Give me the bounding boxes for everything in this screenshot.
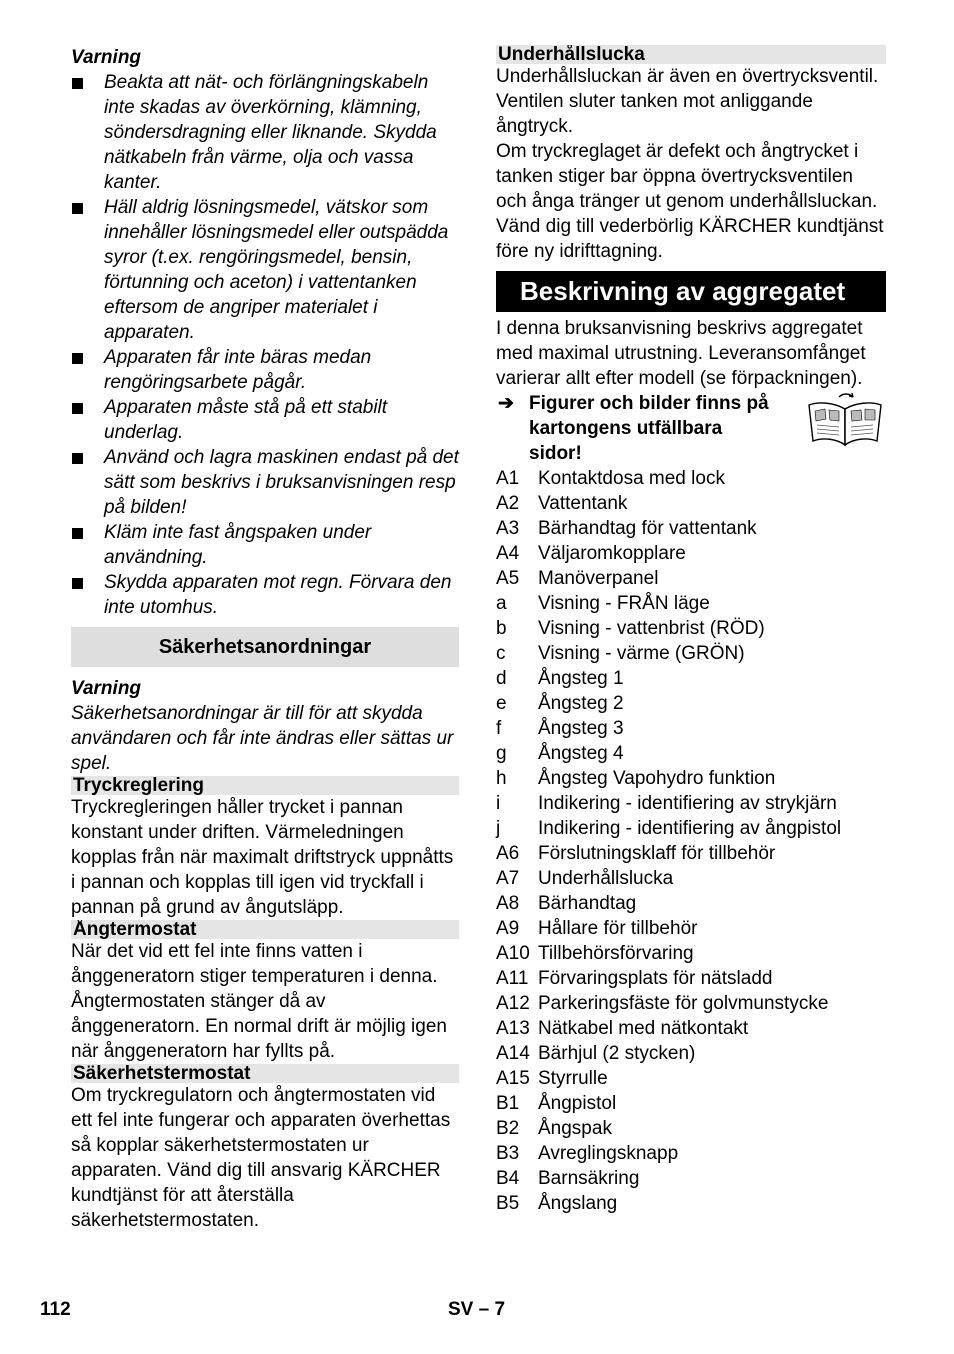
list-item: B1 Ångpistol: [496, 1093, 617, 1114]
list-item: Beakta att nät- och förlängningskabeln inte skadas av överkörning, klämning, söndersdragning eller liknande. Skydda nätkabeln från värme, olja och vassa kanter.: [71, 70, 459, 195]
list-item: i Indikering - identifiering av strykjärn: [496, 793, 837, 814]
warning-title: Varning: [71, 678, 142, 699]
subheading-safety-thermostat: Säkerhetstermostat: [71, 1064, 459, 1083]
square-bullet-icon: [72, 78, 83, 89]
square-bullet-icon: [72, 203, 83, 214]
subheading-pressure-regulation: Tryckreglering: [71, 776, 459, 795]
list-item: A12 Parkeringsfäste för golvmunstycke: [496, 993, 829, 1014]
list-item: A8 Bärhandtag: [496, 893, 637, 914]
list-item: A6 Förslutningsklaff för tillbehör: [496, 843, 776, 864]
square-bullet-icon: [72, 403, 83, 414]
list-item: Skydda apparaten mot regn. Förvara den inte utomhus.: [71, 570, 459, 620]
list-item: Kläm inte fast ångspaken under användning.: [71, 520, 459, 570]
list-item: b Visning - vattenbrist (RÖD): [496, 618, 765, 639]
note-text: Figurer och bilder finns på kartongens utfällbara sidor!: [529, 393, 769, 464]
list-item: A15 Styrrulle: [496, 1068, 608, 1089]
list-item: g Ångsteg 4: [496, 743, 624, 764]
arrow-right-icon: ➔: [498, 393, 514, 414]
intro-paragraph: I denna bruksanvisning beskrivs aggregatet med maximal utrustning. Leveransomfånget varierar allt efter modell (se förpackningen).: [496, 318, 866, 389]
section-page-label: SV – 7: [448, 1299, 506, 1320]
square-bullet-icon: [72, 453, 83, 464]
list-item: j Indikering - identifiering av ångpistol: [496, 818, 842, 839]
warning-title: Varning: [71, 47, 142, 68]
list-item: A4 Väljaromkopplare: [496, 543, 686, 564]
list-item: A9 Hållare för tillbehör: [496, 918, 698, 939]
list-item: h Ångsteg Vapohydro funktion: [496, 768, 776, 789]
paragraph: Underhållsluckan är även en övertrycksventil. Ventilen sluter tanken mot anliggande ångtryck.: [496, 66, 879, 137]
warning-list: [71, 70, 459, 620]
list-item: Apparaten får inte bäras medan rengöringsarbete pågår.: [71, 345, 459, 395]
list-item: a Visning - FRÅN läge: [496, 593, 710, 614]
parts-list: [496, 466, 886, 1216]
list-item: Apparaten måste stå på ett stabilt underlag.: [71, 395, 459, 445]
list-item: Använd och lagra maskinen endast på det sätt som beskrivs i bruksanvisningen resp på bilden!: [71, 445, 459, 520]
list-item: e Ångsteg 2: [496, 693, 624, 714]
list-item: A13 Nätkabel med nätkontakt: [496, 1018, 749, 1039]
square-bullet-icon: [72, 528, 83, 539]
list-item: A5 Manöverpanel: [496, 568, 659, 589]
right-column: [496, 45, 886, 1216]
chapter-banner: Beskrivning av aggregatet: [496, 271, 886, 312]
list-item: B3 Avreglingsknapp: [496, 1143, 679, 1164]
figure-note: [496, 391, 886, 466]
list-item: B2 Ångspak: [496, 1118, 612, 1139]
list-item: Häll aldrig lösningsmedel, vätskor som innehåller lösningsmedel eller outspädda syror (t.ex. rengöringsmedel, bensin, förtunning och aceton) i vattentanken eftersom de angriper materialet i apparaten.: [71, 195, 459, 345]
list-item: A1 Kontaktdosa med lock: [496, 468, 725, 489]
list-item: B4 Barnsäkring: [496, 1168, 640, 1189]
page-number: 112: [40, 1299, 71, 1320]
section-heading: Säkerhetsanordningar: [71, 627, 459, 667]
list-item: A3 Bärhandtag för vattentank: [496, 518, 757, 539]
subheading-steam-thermostat: Ångtermostat: [71, 920, 459, 939]
paragraph: Om tryckregulatorn och ångtermostaten vid ett fel inte fungerar och apparaten överhettas så kopplar säkerhetstermostaten ur apparaten. Vänd dig till ansvarig KÄRCHER kundtjänst för att återställa säkerhetstermostaten.: [71, 1085, 451, 1231]
list-item: A11 Förvaringsplats för nätsladd: [496, 968, 773, 989]
square-bullet-icon: [72, 578, 83, 589]
list-item: d Ångsteg 1: [496, 668, 624, 689]
list-item: B5 Ångslang: [496, 1193, 618, 1214]
paragraph: Vänd dig till vederbörlig KÄRCHER kundtjänst före ny idrifttagning.: [496, 216, 884, 262]
paragraph: Om tryckreglaget är defekt och ångtrycket i tanken stiger bar öppna övertrycksventilen och ånga tränger ut genom underhållsluckan.: [496, 141, 878, 212]
square-bullet-icon: [72, 353, 83, 364]
list-item: A10 Tillbehörsförvaring: [496, 943, 694, 964]
list-item: A7 Underhållslucka: [496, 868, 674, 889]
left-column: [71, 45, 459, 1233]
subheading-maintenance-hatch: Underhållslucka: [496, 45, 886, 64]
paragraph: När det vid ett fel inte finns vatten i ånggeneratorn stiger temperaturen i denna. Ångtermostaten stänger då av ånggeneratorn. En normal drift är möjlig igen när ånggeneratorn har fyllts på.: [71, 941, 447, 1062]
paragraph: Tryckregleringen håller trycket i pannan konstant under driften. Värmeledningen kopplas från när maximalt driftstryck uppnåtts i pannan och kopplas till igen vid tryckfall i pannan på grund av ångutsläpp.: [71, 797, 454, 918]
list-item: A2 Vattentank: [496, 493, 628, 514]
open-book-icon: [805, 391, 885, 447]
list-item: f Ångsteg 3: [496, 718, 624, 739]
list-item: c Visning - värme (GRÖN): [496, 643, 745, 664]
list-item: A14 Bärhjul (2 stycken): [496, 1043, 696, 1064]
warning-text: Säkerhetsanordningar är till för att skydda användaren och får inte ändras eller sättas ur spel.: [71, 703, 454, 774]
